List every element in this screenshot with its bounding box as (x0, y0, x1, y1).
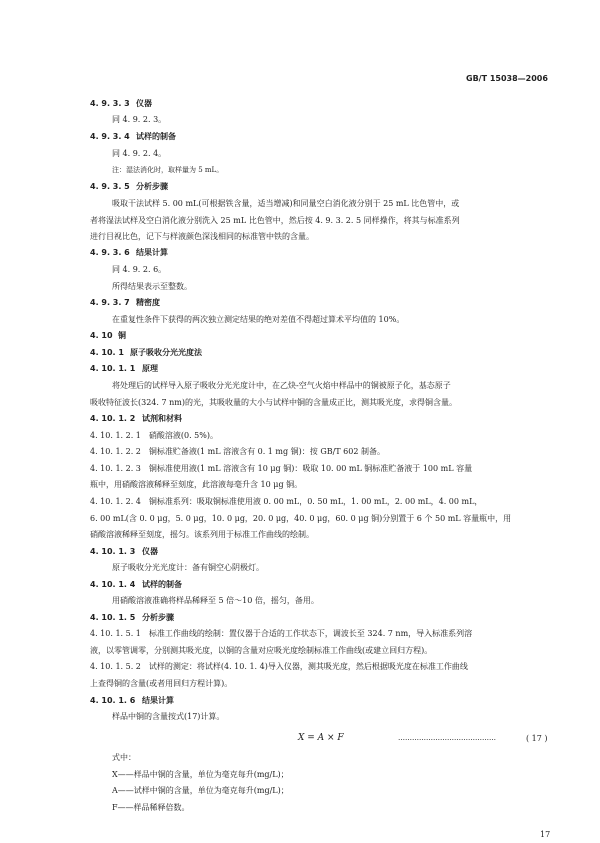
paragraph-line: 进行目视比色，记下与样液颜色深浅相同的标准管中铁的含量。 (90, 232, 314, 241)
section-title: 原理 (142, 364, 158, 373)
section-number: 4. 10. 1. 4 (90, 580, 136, 589)
section-number: 4. 9. 3. 3 (90, 99, 130, 108)
paragraph-line: 者将湿法试样及空白消化液分别洗入 25 mL 比色管中，然后按 4. 9. 3. 2. 5 同样操作，将其与标准系列 (90, 216, 460, 225)
clause: 瓶中，用硝酸溶液稀释至刻度，此溶液每毫升含 10 μg 铜。 (90, 480, 303, 489)
variable-definition: A——试样中铜的含量，单位为毫克每升(mg/L)； (112, 786, 289, 795)
clause: 4. 10. 1. 2. 2 铜标准贮备液(1 mL 溶液含有 0. 1 mg 铜)：按 GB/T 602 制备。 (90, 447, 385, 456)
section-number: 4. 9. 3. 7 (90, 298, 130, 307)
standard-number: GB/T 15038—2006 (466, 74, 548, 83)
section-number: 4. 10 (90, 331, 113, 340)
clause: 4. 10. 1. 2. 1 硝酸溶液(0. 5%)。 (90, 431, 218, 440)
note: 注：湿法消化时，取样量为 5 mL。 (112, 166, 224, 174)
section-number: 4. 10. 1. 5 (90, 613, 136, 622)
clause: 上查得铜的含量(或者用回归方程计算)。 (90, 679, 233, 688)
paragraph-line: 将处理后的试样导入原子吸收分光光度计中，在乙炔-空气火焰中样品中的铜被原子化，基态原子 (112, 381, 451, 390)
page-number: 17 (540, 830, 551, 839)
section-number: 4. 10. 1. 1 (90, 364, 136, 373)
section-title: 铜 (118, 331, 126, 340)
section-number: 4. 10. 1 (90, 348, 124, 357)
section-title: 仪器 (136, 99, 152, 108)
section-number: 4. 10. 1. 2 (90, 414, 136, 423)
paragraph: 用硝酸溶液准确将样品稀释至 5 倍～10 倍，摇匀，备用。 (112, 596, 319, 605)
clause: 4. 10. 1. 2. 3 铜标准使用液(1 mL 溶液含有 10 μg 铜)：吸取 10. 00 mL 铜标准贮备液于 100 mL 容量 (90, 464, 473, 473)
section-title: 分析步骤 (136, 182, 168, 191)
section-title: 结果计算 (142, 696, 174, 705)
clause: 硝酸溶液稀释至刻度，摇匀。该系列用于标准工作曲线的绘制。 (90, 530, 314, 539)
paragraph-line: 吸取干法试样 5. 00 mL(可根据铁含量，适当增减)和同量空白消化液分别于 25 mL 比色管中，或 (112, 199, 460, 208)
clause: 液，以零管调零，分别测其吸光度，以铜的含量对应吸光度绘制标准工作曲线(或建立回归方程)。 (90, 646, 433, 655)
section-title: 仪器 (142, 547, 158, 556)
paragraph: 所得结果表示至整数。 (112, 282, 192, 291)
clause: 4. 10. 1. 2. 4 铜标准系列：吸取铜标准使用液 0. 00 mL，0. 50 mL，1. 00 mL，2. 00 mL，4. 00 mL， (90, 497, 483, 506)
where-label: 式中： (112, 753, 136, 762)
paragraph: 原子吸收分光光度计：备有铜空心阴极灯。 (112, 563, 264, 572)
variable-definition: F——样品稀释倍数。 (112, 803, 190, 812)
paragraph: 同 4. 9. 2. 4。 (112, 149, 167, 158)
clause: 6. 00 mL(含 0. 0 μg，5. 0 μg，10. 0 μg，20. 0 μg，40. 0 μg，60. 0 μg 铜)分别置于 6 个 50 mL 容量瓶中，用 (90, 514, 512, 523)
section-number: 4. 9. 3. 4 (90, 132, 130, 141)
section-title: 试剂和材料 (142, 414, 182, 423)
paragraph: 同 4. 9. 2. 6。 (112, 265, 167, 274)
section-number: 4. 9. 3. 5 (90, 182, 130, 191)
variable-definition: X——样品中铜的含量，单位为毫克每升(mg/L)； (112, 770, 289, 779)
section-title: 试样的制备 (142, 580, 182, 589)
paragraph-line: 吸收特征波长(324. 7 nm)的光，其吸收量的大小与试样中铜的含量成正比，测其吸光度，求得铜含量。 (90, 398, 457, 407)
paragraph: 在重复性条件下获得的两次独立测定结果的绝对差值不得超过算术平均值的 10%。 (112, 315, 405, 324)
section-number: 4. 10. 1. 6 (90, 696, 136, 705)
section-title: 结果计算 (136, 248, 168, 257)
section-title: 原子吸收分光光度法 (130, 348, 202, 357)
formula-number: ( 17 ) (526, 734, 548, 743)
section-number: 4. 9. 3. 6 (90, 248, 130, 257)
formula: X = A × F (298, 733, 344, 743)
formula-leader-dots: …………………………………… (398, 734, 496, 742)
clause: 4. 10. 1. 5. 1 标准工作曲线的绘制：置仪器于合适的工作状态下，调波长至 324. 7 nm，导入标准系列溶 (90, 629, 473, 638)
section-title: 分析步骤 (142, 613, 174, 622)
section-title: 精密度 (136, 298, 160, 307)
paragraph: 样品中铜的含量按式(17)计算。 (112, 712, 225, 721)
section-title: 试样的制备 (136, 132, 176, 141)
paragraph: 同 4. 9. 2. 3。 (112, 115, 167, 124)
section-number: 4. 10. 1. 3 (90, 547, 136, 556)
clause: 4. 10. 1. 5. 2 试样的测定：将试样(4. 10. 1. 4)导入仪器，测其吸光度，然后根据吸光度在标准工作曲线 (90, 662, 468, 671)
